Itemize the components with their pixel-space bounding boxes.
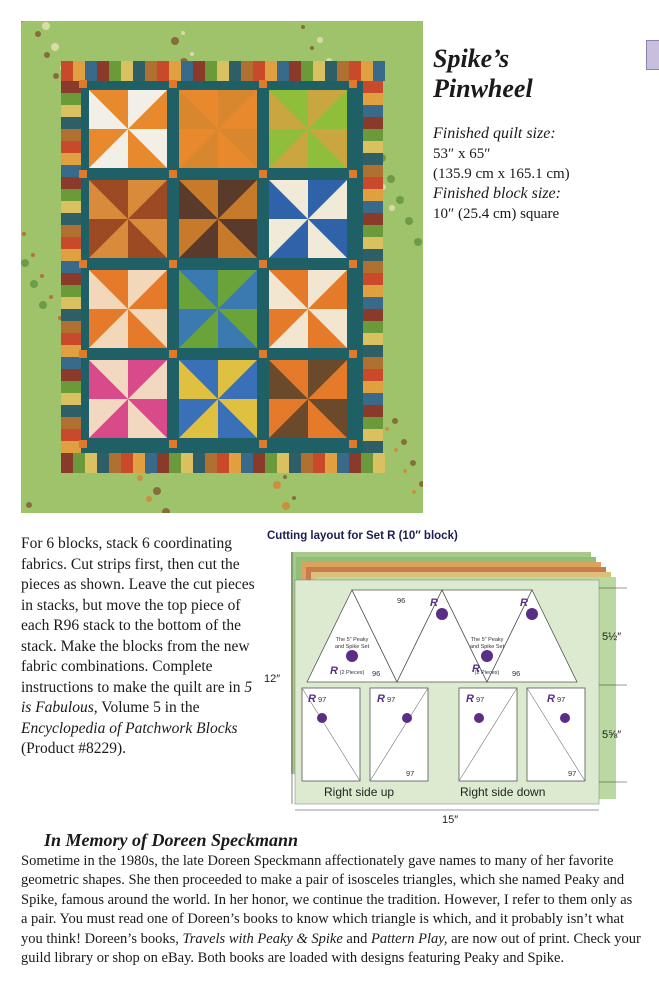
border-print-dot	[26, 502, 32, 508]
piano-key-stripe	[363, 297, 383, 309]
piece-number-97: 97	[476, 695, 485, 704]
piano-key-stripe	[133, 61, 145, 81]
logo-mark	[560, 713, 570, 723]
piano-key-stripe	[313, 453, 325, 473]
border-print-dot	[146, 496, 152, 502]
book-title-travels: Travels with Peaky & Spike	[182, 930, 343, 947]
instructions-text-3: (Product #8229).	[21, 740, 127, 757]
title-line-2: Pinwheel	[433, 74, 533, 103]
piano-key-stripe	[145, 61, 157, 81]
piano-key-stripe	[363, 249, 383, 261]
piano-key-stripe	[61, 393, 81, 405]
piece-number-97: 97	[406, 769, 415, 778]
border-print-dot	[137, 475, 143, 481]
memorial-text	[21, 852, 641, 968]
border-print-dot	[282, 502, 290, 510]
logo-mark	[436, 608, 448, 620]
logo-mark	[402, 713, 412, 723]
sashing-cornerstone	[259, 350, 267, 358]
border-print-dot	[42, 22, 50, 30]
piano-key-stripe	[61, 309, 81, 321]
piano-key-stripe	[217, 61, 229, 81]
piece-number-96: 96	[397, 596, 406, 605]
border-print-dot	[396, 196, 404, 204]
piano-key-stripe	[325, 453, 337, 473]
logo-mark	[346, 650, 358, 662]
border-print-dot	[53, 73, 59, 79]
piano-key-stripe	[181, 61, 193, 81]
cutting-layout-diagram	[262, 548, 659, 828]
logo-mark	[481, 650, 493, 662]
piano-key-stripe	[363, 321, 383, 333]
piece-number-96: 96	[512, 669, 521, 678]
ruler-piece-count: (2 Pieces)	[474, 670, 500, 676]
border-print-dot	[310, 46, 314, 50]
sashing-cornerstone	[349, 260, 357, 268]
border-print-dot	[30, 280, 38, 288]
piano-key-stripe	[61, 453, 73, 473]
piano-key-stripe	[61, 261, 81, 273]
piano-key-stripe	[363, 129, 383, 141]
book-title-pattern-play: Pattern Play,	[370, 930, 448, 947]
piano-key-stripe	[253, 61, 265, 81]
border-print-dot	[392, 418, 398, 424]
piano-key-stripe	[121, 61, 133, 81]
piano-key-stripe	[169, 453, 181, 473]
piano-key-stripe	[337, 453, 349, 473]
piano-key-stripe	[325, 61, 337, 81]
cutting-layout-title: Cutting layout for Set R (10″ block)	[267, 530, 458, 542]
piano-key-stripe	[61, 189, 81, 201]
label-right-side-down: Right side down	[460, 785, 546, 799]
border-print-dot	[301, 25, 305, 29]
piano-key-stripe	[61, 81, 81, 93]
ruler-name-line2: and Spike Set	[334, 644, 370, 650]
border-print-dot	[31, 253, 35, 257]
piece-label-r: R	[377, 693, 385, 705]
sashing-cornerstone	[79, 350, 87, 358]
border-print-dot	[273, 481, 281, 489]
piano-key-stripe	[229, 453, 241, 473]
piano-key-stripe	[363, 381, 383, 393]
sashing-cornerstone	[349, 440, 357, 448]
quilt-size-cm: (135.9 cm x 165.1 cm)	[433, 166, 570, 182]
border-print-dot	[405, 217, 413, 225]
piano-key-stripe	[361, 61, 373, 81]
size-specs	[433, 124, 653, 224]
piece-label-r: R	[520, 597, 528, 609]
memorial-text-2: and	[342, 930, 371, 947]
quilt-size-label: Finished quilt size:	[433, 125, 556, 142]
memorial-text-3: are now out of print. Check your guild library or shop on eBay. Both books are loaded with designs featuring Peaky and Spike.	[21, 930, 641, 967]
piano-key-stripe	[363, 441, 383, 453]
border-print-dot	[410, 460, 416, 466]
border-print-dot	[401, 439, 407, 445]
piano-key-stripe	[313, 61, 325, 81]
piano-key-stripe	[363, 141, 383, 153]
piano-key-stripe	[363, 345, 383, 357]
piano-key-stripe	[349, 61, 361, 81]
piano-key-stripe	[61, 333, 81, 345]
piano-key-stripe	[363, 105, 383, 117]
piano-key-stripe	[361, 453, 373, 473]
sashing-cornerstone	[79, 440, 87, 448]
border-print-dot	[44, 52, 50, 58]
border-print-dot	[292, 496, 296, 500]
piece-label-r: R	[430, 597, 438, 609]
piano-key-stripe	[363, 237, 383, 249]
piano-key-stripe	[229, 61, 241, 81]
piano-key-stripe	[61, 285, 81, 297]
border-print-dot	[190, 52, 194, 56]
piece-label-r: R	[330, 665, 338, 677]
piano-key-stripe	[363, 405, 383, 417]
piano-key-stripe	[121, 453, 133, 473]
sashing-cornerstone	[259, 440, 267, 448]
ruler-name-line1: The 5″ Peaky	[335, 637, 369, 643]
ruler-piece-count: (2 Pieces)	[339, 670, 365, 676]
piano-key-stripe	[109, 61, 121, 81]
piano-key-stripe	[363, 369, 383, 381]
piano-key-stripe	[61, 381, 81, 393]
piano-key-stripe	[241, 61, 253, 81]
border-print-dot	[283, 475, 287, 479]
piece-label-r: R	[308, 693, 316, 705]
piano-key-stripe	[61, 357, 81, 369]
border-print-dot	[394, 448, 398, 452]
piano-key-stripe	[169, 61, 181, 81]
piano-key-stripe	[61, 141, 81, 153]
piano-key-stripe	[363, 357, 383, 369]
logo-mark	[526, 608, 538, 620]
piano-key-stripe	[61, 237, 81, 249]
piano-key-stripe	[301, 61, 313, 81]
border-print-dot	[35, 31, 41, 37]
cutting-instructions	[21, 534, 261, 760]
border-print-dot	[181, 31, 185, 35]
piano-key-stripe	[61, 201, 81, 213]
piano-key-stripe	[61, 225, 81, 237]
piano-key-stripe	[265, 453, 277, 473]
piano-key-stripe	[193, 453, 205, 473]
piano-key-stripe	[61, 321, 81, 333]
piano-key-stripe	[363, 213, 383, 225]
piano-key-stripe	[205, 61, 217, 81]
piano-key-stripe	[61, 417, 81, 429]
block-size-label: Finished block size:	[433, 185, 561, 202]
piano-key-stripe	[61, 273, 81, 285]
dimension-15in: 15″	[442, 814, 459, 826]
piano-key-stripe	[61, 429, 81, 441]
sashing-cornerstone	[169, 440, 177, 448]
pattern-title	[433, 44, 533, 104]
sashing-cornerstone	[169, 350, 177, 358]
piece-label-r: R	[466, 693, 474, 705]
border-print-dot	[385, 427, 389, 431]
piano-key-stripe	[61, 177, 81, 189]
piano-key-stripe	[363, 261, 383, 273]
piano-key-stripe	[363, 333, 383, 345]
memorial-text-1: Sometime in the 1980s, the late Doreen Speckmann affectionately gave names to many of her favorite geometric shapes. She then proceeded to make a pair of isosceles triangles, which she named Peaky and Spike, famous around the world. In her honor, we continue the tradition. However, I refer to them only as a pair. You must read one of Doreen’s books to know which triangle is which, and it probably isn’t what you think! Doreen’s books,	[21, 853, 633, 947]
piano-key-stripe	[363, 201, 383, 213]
piano-key-stripe	[363, 189, 383, 201]
border-print-dot	[403, 469, 407, 473]
piece-label-r: R	[472, 663, 480, 675]
quilt-size-inches: 53″ x 65″	[433, 146, 491, 162]
piano-key-stripe	[61, 105, 81, 117]
piano-key-stripe	[61, 297, 81, 309]
quilt-photo	[21, 21, 423, 513]
piano-key-stripe	[373, 453, 385, 473]
piano-key-stripe	[363, 153, 383, 165]
piano-key-stripe	[265, 61, 277, 81]
piano-key-stripe	[289, 453, 301, 473]
piece-number-96: 96	[372, 669, 381, 678]
sashing-cornerstone	[259, 260, 267, 268]
piano-key-stripe	[289, 61, 301, 81]
piano-key-stripe	[363, 117, 383, 129]
piano-key-stripe	[85, 61, 97, 81]
border-print-dot	[389, 205, 395, 211]
title-line-1: Spike’s	[433, 44, 510, 73]
dimension-5-625in: 5⅝″	[602, 729, 622, 741]
piano-key-stripe	[363, 429, 383, 441]
sashing-cornerstone	[349, 350, 357, 358]
piece-number-97: 97	[318, 695, 327, 704]
piano-key-stripe	[241, 453, 253, 473]
sashing-cornerstone	[79, 260, 87, 268]
piano-key-stripe	[363, 417, 383, 429]
piano-key-stripe	[363, 309, 383, 321]
piano-key-stripe	[61, 441, 81, 453]
piano-key-stripe	[363, 177, 383, 189]
border-print-dot	[21, 259, 29, 267]
sashing-cornerstone	[349, 80, 357, 88]
piano-key-stripe	[337, 61, 349, 81]
piano-key-stripe	[61, 213, 81, 225]
piano-key-stripe	[373, 61, 385, 81]
ruler-name-line1: The 5″ Peaky	[470, 637, 504, 643]
sashing-cornerstone	[169, 170, 177, 178]
piano-key-stripe	[157, 453, 169, 473]
border-print-dot	[387, 175, 395, 183]
border-print-dot	[22, 232, 26, 236]
instructions-text-2: , Volume 5 in the	[93, 699, 200, 716]
piano-key-stripe	[97, 453, 109, 473]
piano-key-stripe	[217, 453, 229, 473]
sashing-cornerstone	[79, 80, 87, 88]
piano-key-stripe	[301, 453, 313, 473]
piano-key-stripe	[363, 273, 383, 285]
piano-key-stripe	[363, 81, 383, 93]
border-print-dot	[171, 37, 179, 45]
piano-key-stripe	[145, 453, 157, 473]
page-edge-tab	[646, 40, 659, 70]
piece-label-r: R	[547, 693, 555, 705]
piano-key-stripe	[363, 393, 383, 405]
piano-key-stripe	[73, 453, 85, 473]
sashing-cornerstone	[259, 170, 267, 178]
piano-key-stripe	[73, 61, 85, 81]
border-print-dot	[414, 238, 422, 246]
piano-key-stripe	[363, 165, 383, 177]
piano-key-stripe	[61, 129, 81, 141]
book-title-5-is-fabulous: 5 is Fabulous	[21, 678, 253, 716]
sashing-cornerstone	[169, 80, 177, 88]
border-print-dot	[317, 37, 323, 43]
piece-number-97: 97	[557, 695, 566, 704]
border-print-dot	[49, 295, 53, 299]
piano-key-stripe	[61, 369, 81, 381]
piano-key-stripe	[363, 285, 383, 297]
piano-key-stripe	[363, 225, 383, 237]
border-print-dot	[51, 43, 59, 51]
r96-triangles	[307, 590, 577, 682]
piano-key-stripe	[109, 453, 121, 473]
border-print-dot	[40, 274, 44, 278]
ruler-name-line2: and Spike Set	[469, 644, 505, 650]
piano-key-stripe	[205, 453, 217, 473]
sashing-cornerstone	[169, 260, 177, 268]
piano-key-stripe	[61, 405, 81, 417]
piano-key-stripe	[61, 165, 81, 177]
memorial-heading: In Memory of Doreen Speckmann	[44, 830, 299, 850]
dimension-12in: 12″	[264, 673, 281, 685]
logo-mark	[474, 713, 484, 723]
instructions-text-1: For 6 blocks, stack 6 coordinating fabrics. Cut strips first, then cut the pieces as shown. Leave the cut pieces in stacks, but move the top piece of each R96 stack to the bottom of the stack. Make the blocks from the new fabric combinations. Complete instructions to make the quilt are in	[21, 535, 255, 696]
logo-mark	[317, 713, 327, 723]
piano-key-stripe	[61, 61, 73, 81]
book-title-encyclopedia: Encyclopedia of Patchwork Blocks	[21, 719, 238, 737]
piano-key-stripe	[61, 249, 81, 261]
dimension-5-5in: 5½″	[602, 631, 622, 643]
block-size-value: 10″ (25.4 cm) square	[433, 206, 560, 222]
border-print-dot	[153, 487, 161, 495]
piano-key-stripe	[61, 117, 81, 129]
piano-key-stripe	[133, 453, 145, 473]
piano-key-stripe	[157, 61, 169, 81]
piano-key-stripe	[97, 61, 109, 81]
label-right-side-up: Right side up	[324, 785, 395, 799]
piano-key-stripe	[61, 345, 81, 357]
sashing-cornerstone	[79, 170, 87, 178]
border-print-dot	[412, 490, 416, 494]
piano-key-stripe	[349, 453, 361, 473]
sashing-cornerstone	[259, 80, 267, 88]
piece-number-97: 97	[387, 695, 396, 704]
piano-key-stripe	[277, 61, 289, 81]
piece-number-97: 97	[568, 769, 577, 778]
piano-key-stripe	[277, 453, 289, 473]
sashing-cornerstone	[349, 170, 357, 178]
piano-key-stripe	[181, 453, 193, 473]
piano-key-stripe	[61, 93, 81, 105]
piano-key-stripe	[253, 453, 265, 473]
piano-key-stripe	[363, 93, 383, 105]
piano-key-stripe	[193, 61, 205, 81]
piano-key-stripe	[61, 153, 81, 165]
piano-key-stripe	[85, 453, 97, 473]
border-print-dot	[39, 301, 47, 309]
